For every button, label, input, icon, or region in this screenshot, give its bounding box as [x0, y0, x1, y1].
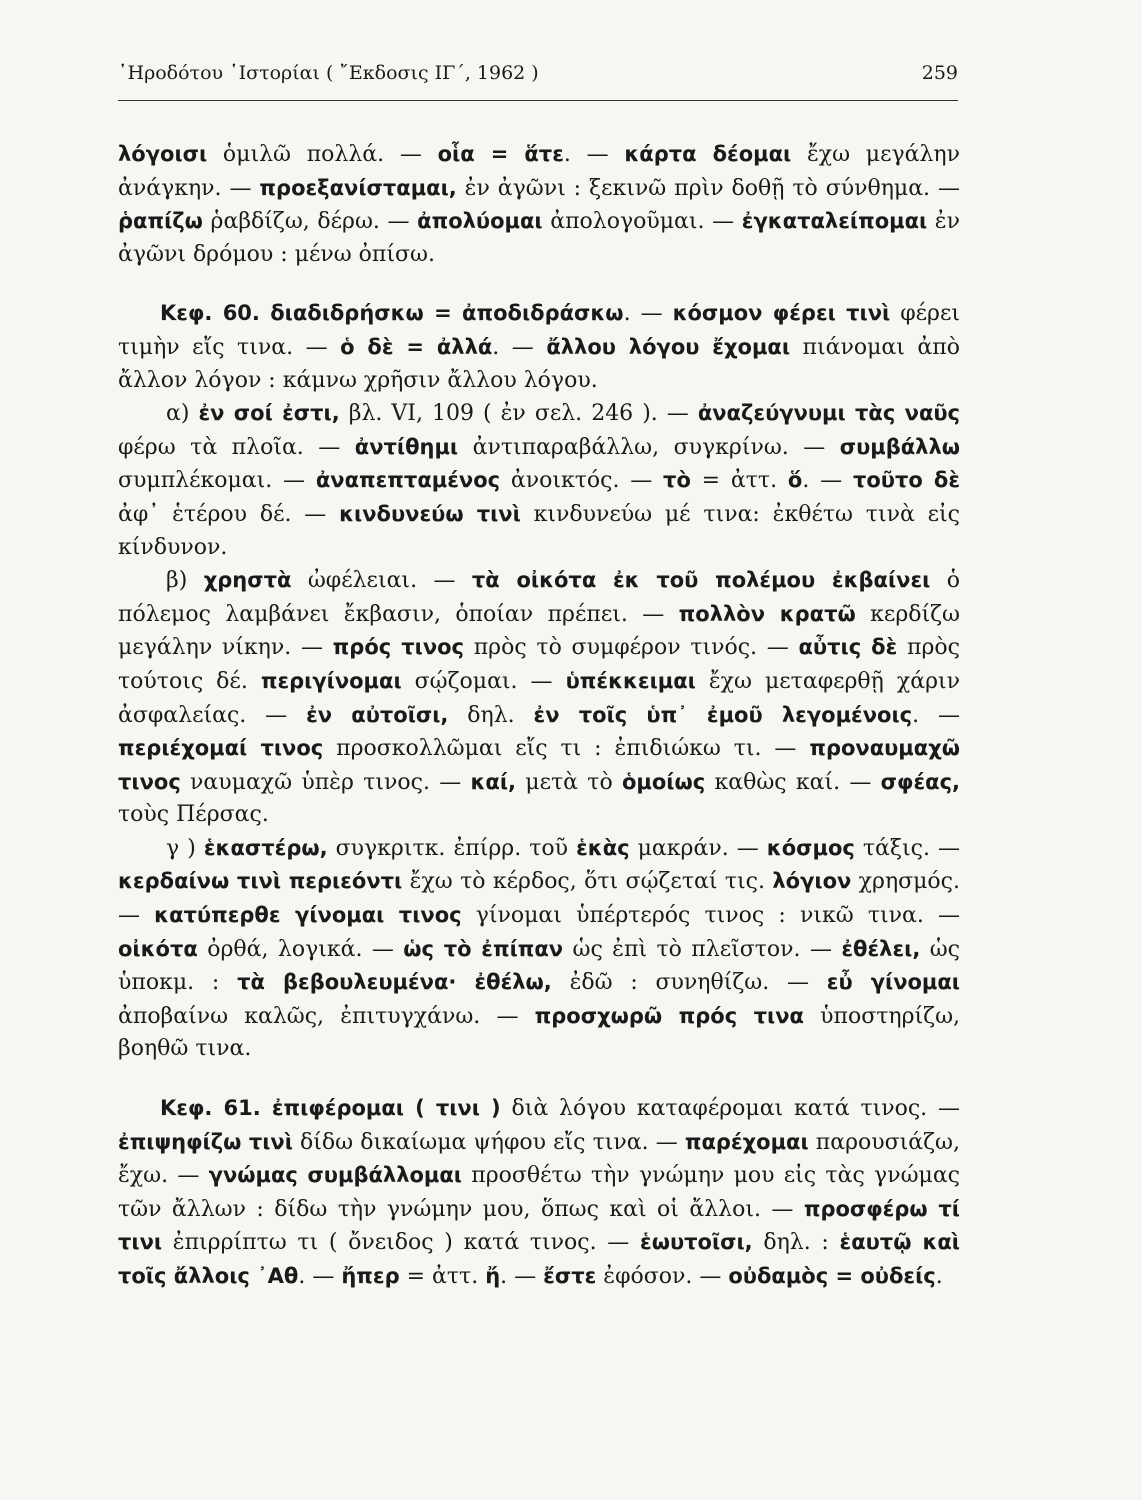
lemma: σφέας, — [880, 769, 960, 794]
gloss: . — — [623, 301, 673, 327]
gloss: = ἀττ. — [399, 1264, 486, 1289]
gloss: ὁ πόλεμος λαμβάνει ἔκβασιν, ὁποίαν πρέπει. — — [118, 568, 961, 627]
lemma: παρέχομαι — [684, 1129, 809, 1154]
gloss: ὀρθά, λογικά. — — [197, 936, 404, 962]
lemma: ἤπερ — [341, 1264, 400, 1288]
lemma: οἷα = ἅτε — [437, 142, 564, 166]
gloss: ἐν ἀγῶνι : ξεκινῶ πρὶν δοθῇ τὸ σύνθημα. — — [456, 175, 960, 201]
lemma: ἀπολύομαι — [417, 209, 543, 234]
lemma: κόσμος — [766, 835, 855, 860]
gloss: ἐφόσον. — — [596, 1264, 729, 1289]
lemma: προναυμαχῶ τινος — [118, 736, 960, 794]
lemma: προσφέρω τί τινι — [118, 1196, 960, 1255]
gloss: καθὼς καί. — — [705, 769, 881, 795]
gloss: ῥαβδίζω, δέρω. — — [202, 209, 418, 235]
lemma: χρηστὰ — [203, 568, 292, 593]
gloss: συμπλέκομαι. — — [118, 468, 316, 494]
paragraph-p-60-b — [118, 564, 960, 832]
lemma: προσχωρῶ πρός τινα — [534, 1003, 804, 1028]
gloss: δηλ. : — [752, 1230, 840, 1256]
lemma: προεξανίσταμαι, — [259, 175, 457, 200]
lemma: κινδυνεύω τινὶ — [339, 501, 521, 526]
lemma: ἐπιψηφίζω τινὶ — [118, 1129, 293, 1154]
lemma: τὸ — [663, 468, 691, 493]
lemma: λόγοισι — [118, 142, 208, 166]
lemma: ὁ δὲ = ἀλλά — [340, 334, 493, 359]
gloss: δίδω δικαίωμα ψήφου εἴς τινα. — — [292, 1129, 685, 1155]
lemma: λόγιον — [772, 869, 852, 894]
lemma: τοῦτο δὲ — [852, 468, 961, 493]
gloss: ἀποβαίνω καλῶς, ἐπιτυγχάνω. — — [118, 1003, 535, 1029]
gloss: ἐπιρρίπτω τι ( ὄνειδος ) κατά τινος. — — [162, 1230, 640, 1256]
lemma: κόσμον φέρει τινὶ — [672, 301, 891, 326]
lemma: ἑκὰς — [576, 835, 630, 860]
gloss: γ ) — [166, 835, 204, 861]
lemma: ἑωυτοῖσι, — [640, 1230, 753, 1255]
gloss: ἀπολογοῦμαι. — — [542, 209, 742, 235]
lemma: καί, — [470, 769, 517, 794]
lemma: ἐν σοί ἐστι, — [198, 401, 340, 426]
gloss: . — — [492, 334, 547, 360]
lemma: ἑαυτῷ καὶ τοῖς ἄλλοις ᾿Αθ — [118, 1230, 960, 1288]
gloss: . — — [298, 1264, 342, 1289]
gloss: φέρει τιμὴν εἴς τινα. — — [118, 301, 960, 360]
gloss: ἔχω μεγάλην ἀνάγκην. — — [118, 142, 960, 201]
gloss: διὰ λόγου καταφέρομαι κατά τινος. — — [500, 1096, 960, 1122]
gloss: βλ. VI, 109 ( ἐν σελ. 246 ). — — [339, 401, 698, 427]
page-number: 259 — [921, 62, 958, 84]
lemma: ἐν αὐτοῖσι, — [306, 702, 449, 727]
gloss: β) — [166, 568, 204, 594]
gloss: . — — [563, 142, 625, 167]
gloss: μακράν. — — [629, 835, 767, 861]
gloss: γίνομαι ὑπέρτερός τινος : νικῶ τινα. — — [461, 903, 961, 929]
lemma: πολλὸν κρατῶ — [678, 601, 856, 626]
gloss: μετὰ τὸ — [516, 769, 622, 795]
lemma: ἀναπεπταμένος — [315, 468, 501, 493]
gloss: ἀνοικτός. — — [500, 468, 664, 494]
gloss: ἔχω τὸ κέρδος, ὅτι σῴζεταί τις. — [402, 869, 773, 895]
gloss: . — — [912, 702, 960, 728]
gloss: πρὸς τὸ συμφέρον τινός. — — [464, 635, 799, 661]
lemma: ἐγκαταλείπομαι — [741, 209, 928, 234]
lemma: εὖ γίνομαι — [826, 970, 960, 995]
gloss: ὑποστηρίζω, βοηθῶ τινα. — [118, 1003, 961, 1062]
paragraph-p-61 — [118, 1092, 960, 1294]
gloss: προσθέτω τὴν γνώμην μου εἰς τὰς γνώμας τῶν ἄλλων : δίδω τὴν γνώμην μου, ὅπως καὶ οἱ ἄλλοι. — — [118, 1163, 960, 1222]
lemma: Κεφ. 60. διαδιδρήσκω = ἀποδιδράσκω — [160, 301, 624, 326]
lemma: ὁμοίως — [622, 769, 706, 794]
gloss: κινδυνεύω μέ τινα: ἐκθέτω τινὰ εἰς κίνδυνον. — [118, 501, 960, 560]
gloss: ναυμαχῶ ὑπὲρ τινος. — — [180, 769, 471, 795]
gloss: πιάνομαι ἀπὸ ἄλλον λόγον : κάμνω χρῆσιν ἄλλου λόγου. — [118, 334, 960, 393]
gloss: ὡς ὑποκμ. : — [118, 936, 960, 996]
lemma: Κεφ. 61. ἐπιφέρομαι ( τινι ) — [160, 1096, 501, 1121]
lemma: ἀντίθημι — [354, 434, 459, 459]
gloss: ἀφ᾽ ἑτέρου δέ. — — [118, 501, 340, 527]
lemma: ἐν τοῖς ὑπ᾽ ἐμοῦ λεγομένοις — [533, 702, 913, 727]
gloss: τάξις. — — [854, 835, 961, 861]
gloss: . — — [802, 468, 853, 494]
paragraph-p-59-end — [118, 138, 960, 271]
gloss: κερδίζω μεγάλην νίκην. — — [118, 601, 960, 661]
lemma: ὅ — [787, 468, 803, 493]
lemma: γνώμας συμβάλλομαι — [208, 1163, 462, 1188]
gloss: α) — [166, 401, 199, 427]
gloss: δηλ. — [448, 702, 534, 728]
lemma: πρός τινος — [332, 635, 464, 660]
lemma: τὰ βεβουλευμένα· ἐθέλω, — [237, 970, 552, 995]
gloss: συγκριτκ. ἐπίρρ. τοῦ — [327, 835, 577, 861]
gloss: ὠφέλειαι. — — [291, 568, 472, 594]
lemma: τὰ οἰκότα ἐκ τοῦ πολέμου ἐκβαίνει — [471, 568, 931, 593]
lemma: ἔστε — [543, 1264, 597, 1288]
lemma: ἀναζεύγνυμι τὰς ναῦς — [697, 401, 961, 426]
paragraph-p-60-a — [118, 397, 960, 564]
lemma: ἑκαστέρω, — [203, 835, 328, 860]
gloss: παρουσιάζω, ἔχω. — — [118, 1129, 960, 1189]
lemma: οἰκότα — [118, 936, 198, 961]
gloss: ὁμιλῶ πολλά. — — [207, 142, 438, 167]
running-title: ῾Ηροδότου ῾Ιστορίαι ( ῎Εκδοσις ΙΓ΄, 1962 ) — [118, 62, 539, 84]
lemma: κατύπερθε γίνομαι τινος — [154, 903, 462, 928]
gloss: ὡς ἐπὶ τὸ πλεῖστον. — — [563, 936, 842, 962]
lemma: ἤ — [485, 1264, 501, 1288]
lemma: οὐδαμὸς = οὐδείς — [728, 1264, 936, 1288]
paragraph-p-60-c — [118, 832, 960, 1066]
gloss: ἐδῶ : συνηθίζω. — — [551, 970, 827, 996]
gloss: = ἀττ. — [690, 468, 788, 494]
lemma: αὖτις δὲ — [798, 635, 898, 660]
gloss: . — — [500, 1264, 544, 1289]
gloss: σῴζομαι. — — [401, 668, 566, 694]
gloss: . — [935, 1264, 943, 1289]
gloss: προσκολλῶμαι εἴς τι : ἐπιδιώκω τι. — — [323, 736, 810, 762]
gloss: χρησμός. — — [118, 869, 960, 929]
running-header — [118, 62, 958, 84]
lemma: ἄλλου λόγου ἔχομαι — [546, 334, 791, 359]
lemma: ἐθέλει, — [841, 936, 921, 961]
paragraph-p-60-head — [118, 297, 960, 397]
commentary-text — [118, 138, 960, 1294]
lemma: ὑπέκκειμαι — [565, 668, 696, 693]
lemma: συμβάλλω — [839, 434, 960, 459]
gloss: ἐν ἀγῶνι δρόμου : μένω ὀπίσω. — [118, 209, 960, 267]
lemma: ὡς τὸ ἐπίπαν — [403, 936, 564, 961]
gloss: τοὺς Πέρσας. — [118, 802, 269, 828]
lemma: κάρτα δέομαι — [624, 142, 792, 166]
gloss: ἔχω μεταφερθῇ χάριν ἀσφαλείας. — — [118, 668, 960, 728]
gloss: πρὸς τούτοις δέ. — [118, 635, 960, 694]
header-rule — [118, 100, 958, 101]
lemma: περιγίνομαι — [260, 668, 402, 693]
gloss: φέρω τὰ πλοῖα. — — [118, 434, 355, 460]
lemma: περιέχομαί τινος — [118, 736, 324, 761]
lemma: ῥαπίζω — [118, 209, 203, 234]
lemma: κερδαίνω τινὶ περιεόντι — [118, 869, 403, 894]
gloss: ἀντιπαραβάλλω, συγκρίνω. — — [458, 434, 840, 460]
